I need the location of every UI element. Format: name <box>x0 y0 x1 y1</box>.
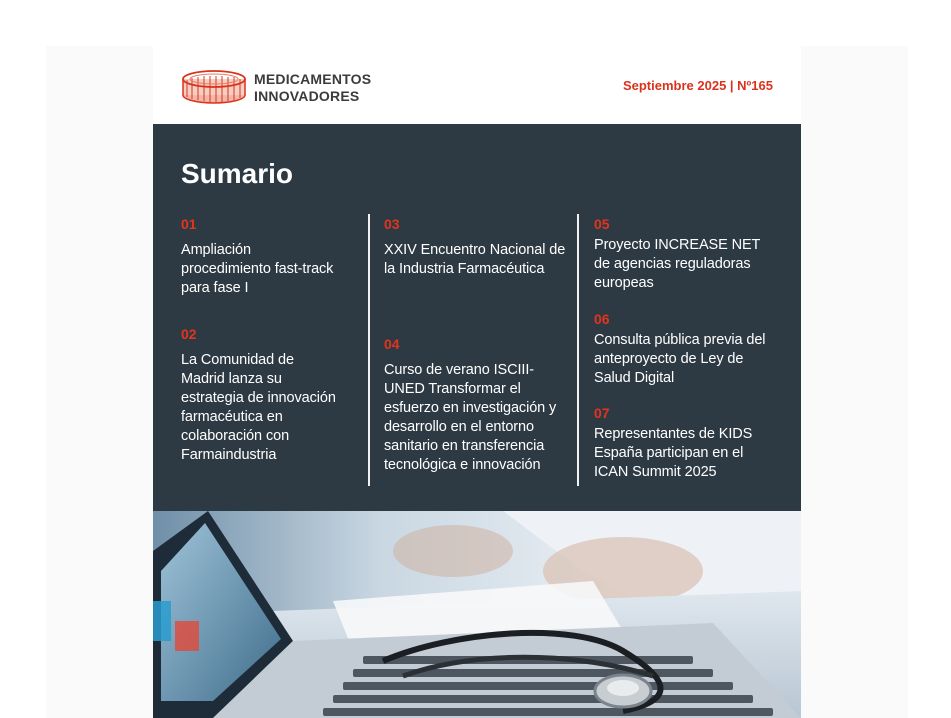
summary-item-07[interactable] <box>594 405 779 482</box>
item-number: 01 <box>181 216 197 232</box>
item-number: 07 <box>594 405 610 421</box>
item-title[interactable]: Curso de verano ISCIII-UNED Transformar el esfuerzo en investigación y desarrollo en el entorno sanitario en transferencia tecnológica e innovación <box>384 362 557 473</box>
item-title[interactable]: Consulta pública previa del anteproyecto de Ley de Salud Digital <box>594 332 766 386</box>
column-divider <box>368 214 370 486</box>
summary-item-01[interactable] <box>181 216 341 298</box>
item-number: 03 <box>384 216 400 232</box>
item-number: 04 <box>384 336 400 352</box>
summary-item-03[interactable] <box>384 216 569 279</box>
summary-item-04[interactable] <box>384 336 569 475</box>
item-title[interactable]: Proyecto INCREASE NET de agencias reguladoras europeas <box>594 237 761 291</box>
newsletter-header <box>153 46 801 124</box>
newsletter-sheet <box>153 46 801 718</box>
summary-item-05[interactable] <box>594 216 779 293</box>
summary-panel <box>153 124 801 511</box>
item-title[interactable]: Ampliación procedimiento fast-track para fase I <box>181 242 334 296</box>
item-title[interactable]: Representantes de KIDS España participan en el ICAN Summit 2025 <box>594 426 753 480</box>
logo-line-2: INNOVADORES <box>254 88 360 104</box>
summary-item-06[interactable] <box>594 311 779 388</box>
logo-line-1: MEDICAMENTOS <box>254 71 372 87</box>
laptop-stethoscope-photo <box>153 511 801 718</box>
logo[interactable] <box>181 68 371 108</box>
item-number: 06 <box>594 311 610 327</box>
item-number: 02 <box>181 326 197 342</box>
logo-drum-icon <box>181 68 247 108</box>
summary-title: Sumario <box>181 158 294 189</box>
logo-wordmark <box>254 71 371 105</box>
column-divider <box>577 214 579 486</box>
summary-item-02[interactable] <box>181 326 341 465</box>
header-photo <box>153 511 801 718</box>
issue-date: Septiembre 2025 | Nº165 <box>622 78 773 93</box>
item-title[interactable]: La Comunidad de Madrid lanza su estrategia de innovación farmacéutica en colaboración con Farmaindustria <box>181 352 336 463</box>
item-number: 05 <box>594 216 610 232</box>
item-title[interactable]: XXIV Encuentro Nacional de la Industria Farmacéutica <box>384 242 566 277</box>
